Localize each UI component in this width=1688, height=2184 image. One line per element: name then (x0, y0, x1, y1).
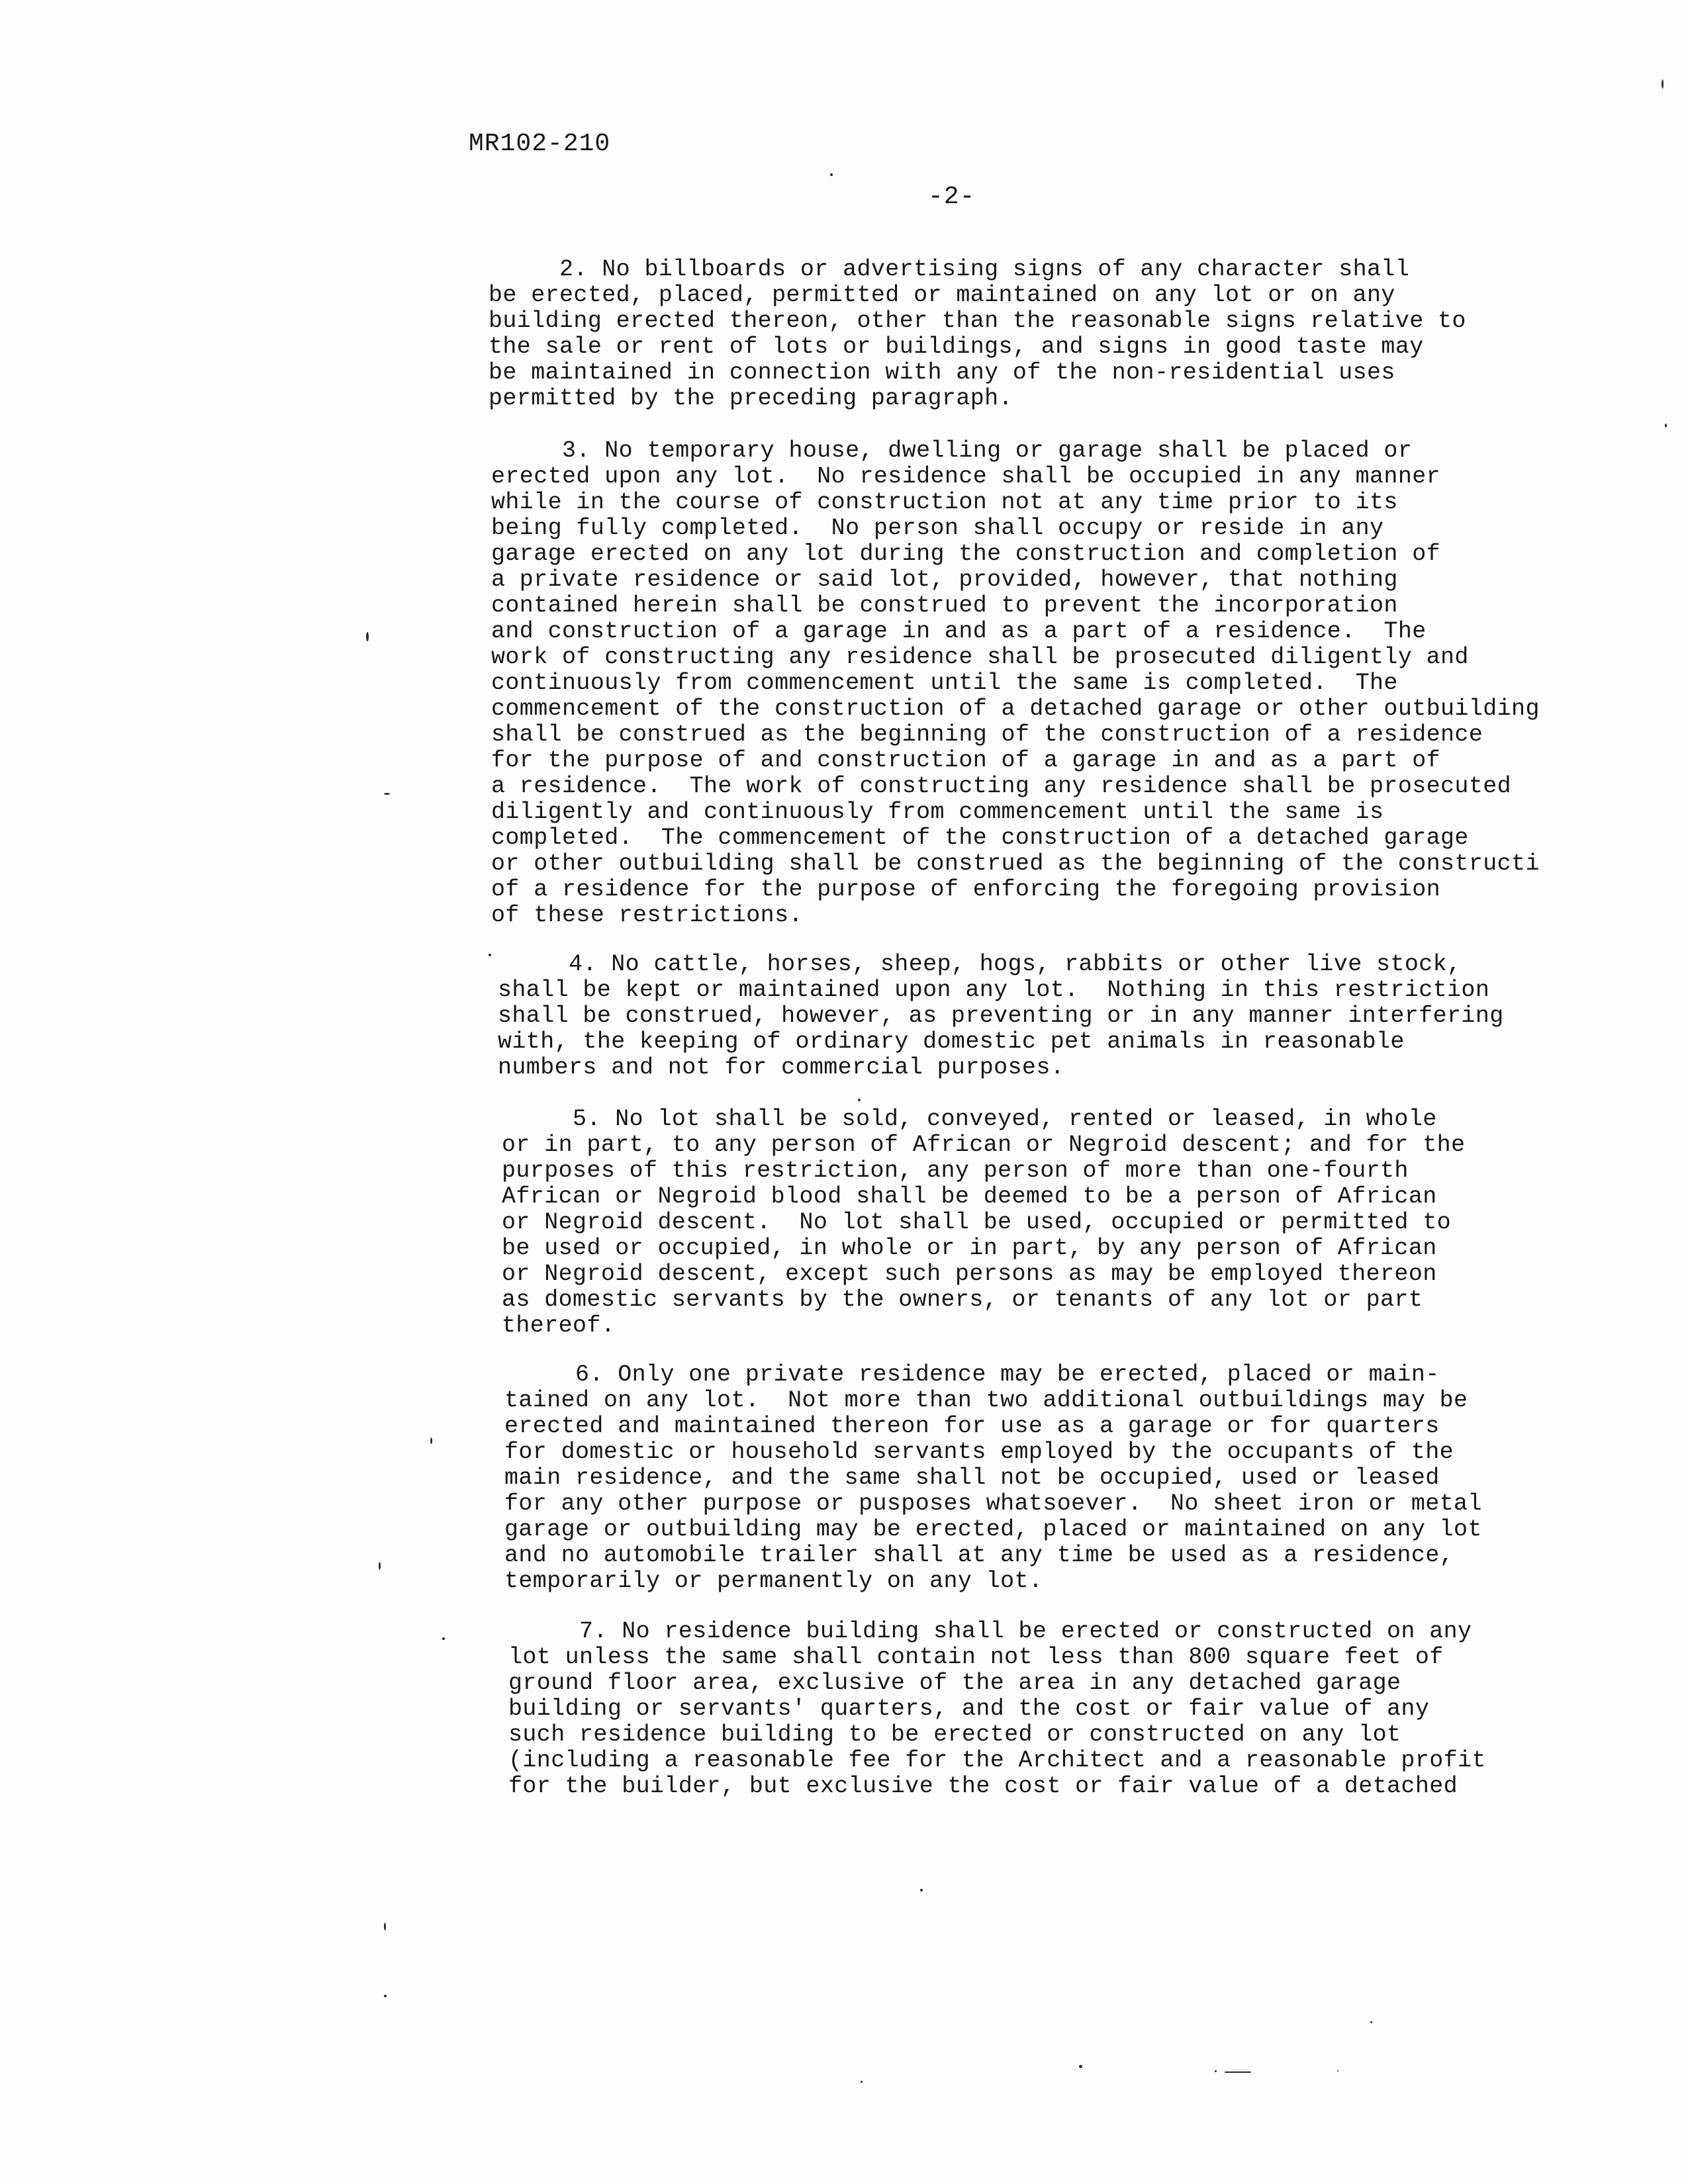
scan-speck (1215, 2070, 1217, 2072)
text-line: building erected thereon, other than the reasonable signs relative to (489, 308, 1466, 334)
scan-speck (384, 793, 390, 795)
text-line: diligently and continuously from commencement until the same is (491, 799, 1384, 825)
text-line: a private residence or said lot, provided, however, that nothing (491, 567, 1398, 593)
text-line: 5. No lot shall be sold, conveyed, rented or leased, in whole (502, 1106, 1437, 1132)
text-line: or Negroid descent. No lot shall be used, occupied or permitted to (502, 1209, 1452, 1236)
text-line: numbers and not for commercial purposes. (498, 1054, 1065, 1081)
paragraph-4 (498, 952, 1504, 1081)
text-line: building or servants' quarters, and the cost or fair value of any (508, 1696, 1430, 1722)
text-line: thereof. (502, 1312, 616, 1339)
text-line: tained on any lot. Not more than two additional outbuildings may be (504, 1387, 1468, 1414)
text-line: erected upon any lot. No residence shall be occupied in any manner (491, 463, 1441, 490)
text-line: shall be kept or maintained upon any lot. Nothing in this restriction (498, 977, 1490, 1003)
scan-speck (920, 1889, 923, 1891)
scan-speck (858, 1099, 861, 1101)
text-line: of these restrictions. (491, 902, 803, 929)
text-line: being fully completed. No person shall occupy or reside in any (491, 515, 1384, 541)
scan-speck (379, 1562, 381, 1570)
document-id: MR102-210 (469, 130, 611, 158)
scan-speck (442, 1637, 445, 1640)
text-line: work of constructing any residence shall be prosecuted diligently and (491, 644, 1469, 670)
scan-speck (1337, 2070, 1338, 2071)
scan-speck (1079, 2065, 1082, 2068)
text-line: garage or outbuilding may be erected, placed or maintained on any lot (504, 1516, 1482, 1543)
text-line: permitted by the preceding paragraph. (489, 385, 1013, 412)
paragraph-2 (489, 257, 1466, 412)
scan-speck (1662, 79, 1664, 89)
scan-speck (430, 1437, 432, 1444)
paragraph-3 (491, 438, 1540, 929)
text-line: for domestic or household servants employed by the occupants of the (504, 1439, 1454, 1465)
text-line: garage erected on any lot during the construction and completion of (491, 541, 1441, 567)
text-line: erected and maintained thereon for use as a garage or for quarters (504, 1413, 1440, 1439)
text-line: such residence building to be erected or constructed on any lot (508, 1721, 1401, 1748)
text-line: or Negroid descent, except such persons as may be employed thereon (502, 1261, 1437, 1287)
text-line: the sale or rent of lots or buildings, and signs in good taste may (489, 334, 1424, 360)
text-line: for the purpose of and construction of a garage in and as a part of (491, 747, 1441, 774)
text-line: 6. Only one private residence may be erected, placed or main- (504, 1361, 1440, 1388)
text-line: or in part, to any person of African or Negroid descent; and for the (502, 1132, 1466, 1158)
text-line: 7. No residence building shall be erected or constructed on any (508, 1618, 1472, 1645)
paragraph-7 (508, 1619, 1486, 1799)
page-number: -2- (928, 183, 976, 211)
text-line: 2. No billboards or advertising signs of any character shall (489, 256, 1410, 283)
paragraph-5 (502, 1107, 1465, 1339)
text-line: or other outbuilding shall be construed as the beginning of the constructi (491, 850, 1540, 877)
text-line: while in the course of construction not at any time prior to its (491, 489, 1398, 516)
scan-speck (489, 954, 491, 956)
text-line: 4. No cattle, horses, sheep, hogs, rabbits or other live stock, (498, 951, 1462, 978)
text-line: completed. The commencement of the construction of a detached garage (491, 825, 1469, 851)
text-line: be used or occupied, in whole or in part, by any person of African (502, 1235, 1437, 1261)
text-line: for any other purpose or pusposes whatsoever. No sheet iron or metal (504, 1490, 1482, 1517)
text-line: of a residence for the purpose of enforcing the foregoing provision (491, 876, 1441, 903)
text-line: be maintained in connection with any of the non-residential uses (489, 359, 1395, 386)
text-line: shall be construed as the beginning of the construction of a residence (491, 721, 1483, 748)
text-line: contained herein shall be construed to prevent the incorporation (491, 592, 1398, 619)
text-line: shall be construed, however, as preventing or in any manner interfering (498, 1003, 1504, 1029)
text-line: be erected, placed, permitted or maintained on any lot or on any (489, 282, 1395, 308)
text-line: a residence. The work of constructing any residence shall be prosecuted (491, 773, 1512, 799)
text-line: main residence, and the same shall not be occupied, used or leased (504, 1465, 1440, 1491)
paragraph-6 (504, 1362, 1482, 1594)
text-line: as domestic servants by the owners, or tenants of any lot or part (502, 1287, 1423, 1313)
text-line: commencement of the construction of a detached garage or other outbuilding (491, 696, 1540, 722)
text-line: purposes of this restriction, any person of more than one-fourth (502, 1158, 1409, 1184)
scan-speck (1370, 2021, 1372, 2023)
scan-speck (861, 2081, 863, 2083)
text-line: and construction of a garage in and as a part of a residence. The (491, 618, 1427, 645)
text-line: lot unless the same shall contain not less than 800 square feet of (508, 1644, 1444, 1670)
text-line: African or Negroid blood shall be deemed to be a person of African (502, 1183, 1437, 1210)
text-line: and no automobile trailer shall at any time be used as a residence, (504, 1542, 1454, 1569)
text-line: (including a reasonable fee for the Architect and a reasonable profit (508, 1747, 1486, 1774)
text-line: 3. No temporary house, dwelling or garage shall be placed or (491, 437, 1413, 464)
scan-speck (1665, 424, 1667, 428)
text-line: ground floor area, exclusive of the area in any detached garage (508, 1670, 1401, 1696)
text-line: continuously from commencement until the same is completed. The (491, 670, 1398, 696)
scan-speck (384, 1995, 387, 1997)
scan-speck (1225, 2071, 1251, 2073)
scan-speck (384, 1923, 386, 1931)
scan-speck (830, 173, 833, 176)
text-line: with, the keeping of ordinary domestic pet animals in reasonable (498, 1028, 1405, 1055)
text-line: for the builder, but exclusive the cost or fair value of a detached (508, 1773, 1458, 1799)
scan-speck (366, 632, 369, 641)
text-line: temporarily or permanently on any lot. (504, 1568, 1043, 1594)
